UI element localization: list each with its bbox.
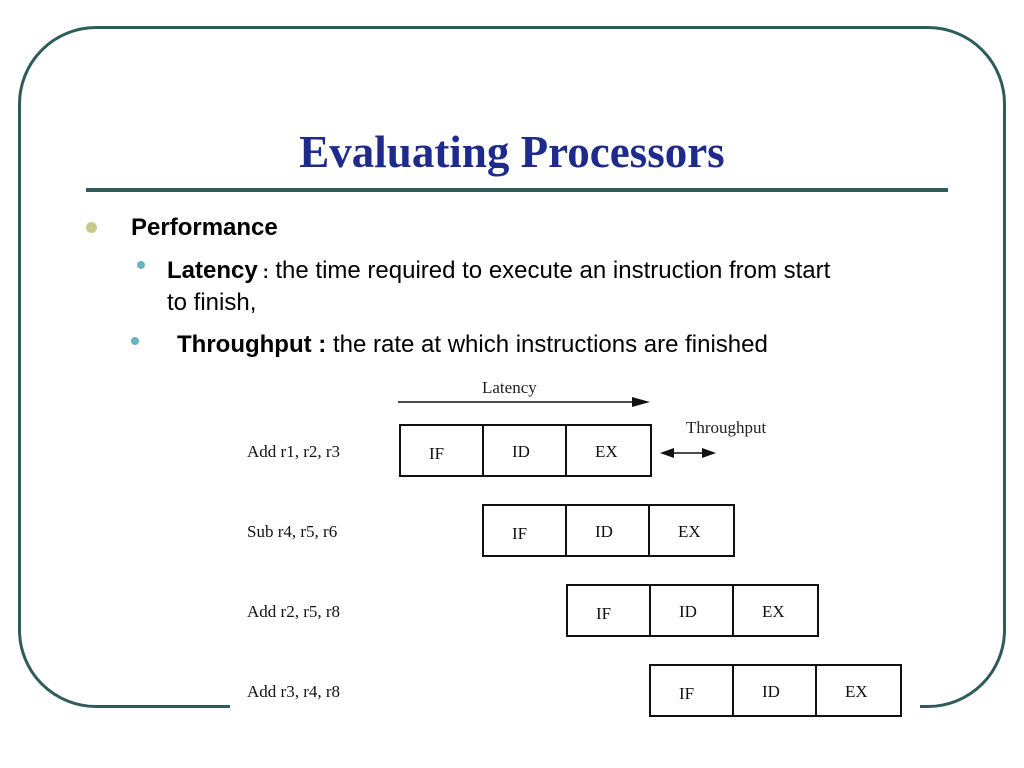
latency-colon: : (257, 262, 269, 282)
bullet-performance: Performance (131, 214, 278, 241)
instruction-op: Add (247, 442, 277, 461)
latency-term: Latency (167, 257, 258, 284)
latency-arrow-icon (398, 395, 652, 409)
instruction-label (247, 602, 340, 622)
stage-ex: EX (595, 442, 618, 461)
stage-if: IF (484, 506, 567, 555)
stage-id: ID (567, 506, 650, 555)
stage-id: ID (484, 426, 567, 475)
sub-bullet-latency (167, 255, 967, 288)
instruction-label (247, 442, 340, 462)
latency-definition-cont: to finish, (167, 289, 257, 316)
throughput-arrow-icon (660, 446, 716, 460)
throughput-label: Throughput (686, 418, 767, 437)
stage-ex: EX (762, 602, 785, 621)
latency-label: Latency (482, 378, 537, 397)
pipeline-row (482, 504, 735, 557)
instruction-label (247, 682, 340, 702)
instruction-regs: r1, r2, r3 (280, 442, 341, 461)
instruction-op: Add (247, 602, 277, 621)
pipeline-row (399, 424, 652, 477)
latency-definition: the time required to execute an instruction from start (268, 257, 831, 284)
bullet-dot-icon (137, 261, 145, 269)
slide-title: Evaluating Processors (299, 127, 725, 177)
stage-id: ID (734, 666, 817, 715)
stage-id: ID (651, 586, 734, 635)
instruction-regs: r2, r5, r8 (280, 602, 341, 621)
instruction-op: Sub (247, 522, 274, 541)
stage-if: IF (568, 586, 651, 635)
stage-if: IF (401, 426, 484, 475)
stage-ex: EX (845, 682, 868, 701)
title-divider (86, 188, 948, 192)
throughput-term: Throughput : (177, 331, 327, 358)
sub-bullet-throughput (177, 329, 967, 361)
instruction-regs: r3, r4, r8 (280, 682, 341, 701)
stage-ex: EX (678, 522, 701, 541)
pipeline-row (566, 584, 819, 637)
pipeline-row (649, 664, 902, 717)
instruction-label (247, 522, 337, 542)
instruction-op: Add (247, 682, 277, 701)
stage-if: IF (651, 666, 734, 715)
bullet-dot-icon (86, 222, 97, 233)
bullet-dot-icon (131, 337, 139, 345)
instruction-regs: r4, r5, r6 (277, 522, 338, 541)
throughput-definition: the rate at which instructions are finished (326, 331, 768, 358)
